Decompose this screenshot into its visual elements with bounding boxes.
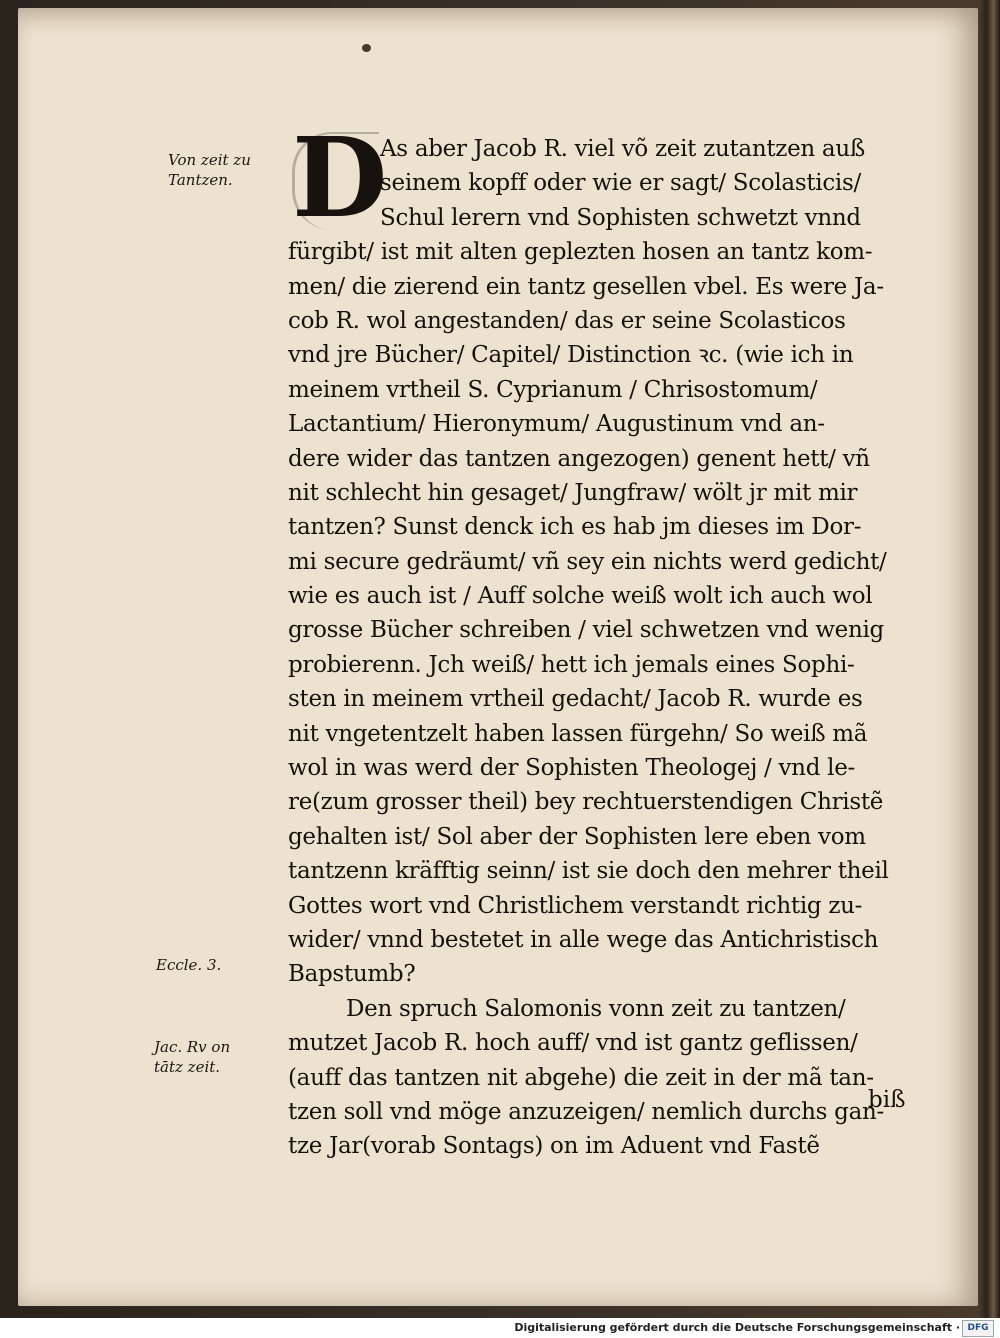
text-line: grosse Bücher schreiben / viel schwetzen vnd wenig: [288, 617, 884, 644]
text-line: tantzen? Sunst denck ich es hab jm dieses im Dor-: [288, 514, 862, 541]
text-line: vnd jre Bücher/ Capitel/ Distinction ꝛc. (wie ich in: [288, 342, 854, 369]
margin-note-von-zeit: Von zeit zu Tantzen.: [168, 151, 251, 189]
text-line: nit vngetentzelt haben lassen fürgehn/ So weiß mã: [288, 720, 868, 747]
text-line: sten in meinem vrtheil gedacht/ Jacob R. wurde es: [288, 686, 863, 713]
text-line: mutzet Jacob R. hoch auff/ vnd ist gantz geflissen/: [288, 1030, 858, 1057]
text-line: gehalten ist/ Sol aber der Sophisten lere eben vom: [288, 823, 866, 850]
text-line: (auff das tantzen nit abgehe) die zeit in der mã tan-: [288, 1064, 874, 1091]
text-line: Lactantium/ Hieronymum/ Augustinum vnd an-: [288, 411, 825, 438]
text-line: As aber Jacob R. viel võ zeit zutantzen auß: [380, 136, 865, 162]
text-line: dere wider das tantzen angezogen) genent hett/ vñ: [288, 445, 870, 472]
book-edge: [978, 0, 1000, 1318]
text-line: wider/ vnnd bestetet in alle wege das Antichristisch: [288, 926, 879, 953]
text-line: Schul lerern vnd Sophisten schwetzt vnnd: [380, 204, 861, 231]
text-line: probierenn. Jch weiß/ hett ich jemals eines Sophi-: [288, 651, 855, 678]
text-line: tantzenn kräfftig seinn/ ist sie doch den mehrer theil: [288, 858, 889, 885]
footer-credit: Digitalisierung gefördert durch die Deutsche Forschungsgemeinschaft ·: [514, 1321, 960, 1334]
text-line: tze Jar(vorab Sontags) on im Aduent vnd Fastẽ: [288, 1133, 820, 1160]
dfg-logo-icon: DFG: [962, 1320, 994, 1337]
text-line: Den spruch Salomonis vonn zeit zu tantzen/: [346, 995, 846, 1022]
text-line: meinem vrtheil S. Cyprianum / Chrisostomum/: [288, 376, 818, 403]
text-line: wol in was werd der Sophisten Theologej / vnd le-: [288, 755, 855, 782]
digitization-footer: [0, 1318, 1000, 1338]
page-body-text: [288, 113, 938, 1164]
margin-note-eccle: Eccle. 3.: [156, 956, 222, 974]
text-line: Gottes wort vnd Christlichem verstandt richtig zu-: [288, 892, 863, 919]
drop-cap-initial: D: [292, 113, 388, 242]
text-line: re(zum grosser theil) bey rechtuerstendigen Christẽ: [288, 789, 884, 816]
catchword: biß: [868, 1087, 906, 1113]
text-line: fürgibt/ ist mit alten geplezten hosen an tantz kom-: [288, 239, 873, 266]
text-line: nit schlecht hin gesaget/ Jungfraw/ wölt jr mit mir: [288, 479, 858, 506]
text-line: seinem kopff oder wie er sagt/ Scolasticis/: [380, 170, 861, 197]
text-line: mi secure gedräumt/ vñ sey ein nichts werd gedicht/: [288, 548, 887, 575]
text-line: tzen soll vnd möge anzuzeigen/ nemlich durchs gan-: [288, 1098, 884, 1125]
text-line: men/ die zierend ein tantz gesellen vbel. Es were Ja-: [288, 273, 884, 300]
text-line: wie es auch ist / Auff solche weiß wolt ich auch wol: [288, 583, 873, 610]
margin-note-jac: Jac. Rv on tātz zeit.: [154, 1038, 231, 1076]
text-line: Bapstumb?: [288, 961, 416, 988]
page-speck: [362, 44, 371, 52]
text-line: cob R. wol angestanden/ das er seine Scolasticos: [288, 307, 846, 334]
